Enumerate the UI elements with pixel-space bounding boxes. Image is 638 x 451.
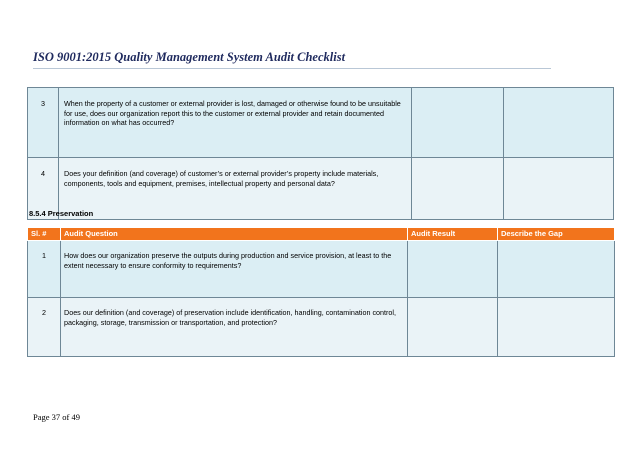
audit-question: Does our definition (and coverage) of preservation include identification, handling, contamination control, packaging, storage, transmission or transportation, and protection? (61, 298, 408, 357)
table-header-row (28, 228, 615, 241)
row-number: 3 (28, 88, 59, 158)
title-divider (33, 68, 551, 69)
audit-result-cell[interactable] (408, 241, 498, 298)
audit-result-cell[interactable] (412, 158, 504, 220)
row-number: 1 (28, 241, 61, 298)
row-number: 4 (28, 158, 59, 220)
column-header-gap: Describe the Gap (498, 228, 615, 241)
audit-result-cell[interactable] (412, 88, 504, 158)
audit-result-cell[interactable] (408, 298, 498, 357)
table-row (28, 298, 615, 357)
row-number: 2 (28, 298, 61, 357)
column-header-result: Audit Result (408, 228, 498, 241)
page-footer: Page 37 of 49 (33, 412, 80, 422)
continued-checklist-table (27, 87, 614, 220)
document-title: ISO 9001:2015 Quality Management System Audit Checklist (33, 50, 346, 64)
table-row (28, 158, 614, 220)
table-row (28, 88, 614, 158)
table-row (28, 241, 615, 298)
gap-description-cell[interactable] (504, 88, 614, 158)
preservation-checklist-table (27, 227, 615, 357)
column-header-number: Sl. # (28, 228, 61, 241)
section-heading: 8.5.4 Preservation (29, 209, 94, 218)
audit-question: How does our organization preserve the outputs during production and service provision, at least to the extent necessary to ensure conformity to requirements? (61, 241, 408, 298)
audit-question: When the property of a customer or external provider is lost, damaged or otherwise found to be unsuitable for use, does our organization report this to the customer or external provider and retain documented information on what has occurred? (59, 88, 412, 158)
gap-description-cell[interactable] (498, 241, 615, 298)
gap-description-cell[interactable] (498, 298, 615, 357)
audit-question: Does your definition (and coverage) of customer’s or external provider’s property include materials, components, tools and equipment, premises, intellectual property and personal data? (59, 158, 412, 220)
gap-description-cell[interactable] (504, 158, 614, 220)
column-header-question: Audit Question (61, 228, 408, 241)
